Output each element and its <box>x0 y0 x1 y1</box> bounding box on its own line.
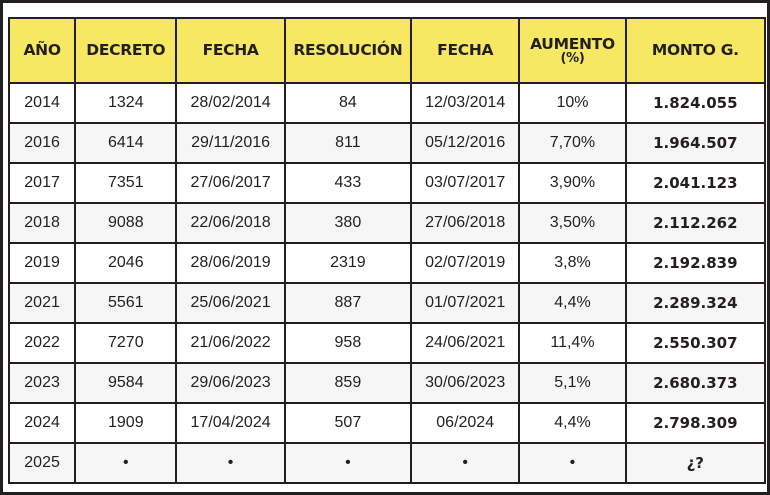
header-anio: AÑO <box>9 18 75 83</box>
cell-monto: 1.964.507 <box>626 123 765 163</box>
cell-decreto: 7270 <box>75 323 176 363</box>
cell-decreto: 1324 <box>75 83 176 123</box>
header-fecha-decreto: FECHA <box>176 18 284 83</box>
cell-anio: 2019 <box>9 243 75 283</box>
cell-fecha-decreto: 17/04/2024 <box>176 403 284 443</box>
cell-monto: 2.041.123 <box>626 163 765 203</box>
header-resolucion: RESOLUCIÓN <box>285 18 411 83</box>
cell-monto: 2.192.839 <box>626 243 765 283</box>
cell-decreto: 1909 <box>75 403 176 443</box>
cell-resolucion: 859 <box>285 363 411 403</box>
cell-fecha-decreto: • <box>176 443 284 483</box>
cell-aumento: 5,1% <box>519 363 625 403</box>
cell-fecha-decreto: 25/06/2021 <box>176 283 284 323</box>
cell-resolucion: 958 <box>285 323 411 363</box>
cell-fecha-resolucion: 02/07/2019 <box>411 243 519 283</box>
cell-fecha-resolucion: 01/07/2021 <box>411 283 519 323</box>
cell-resolucion: 507 <box>285 403 411 443</box>
cell-resolucion: 811 <box>285 123 411 163</box>
table-row <box>9 83 765 123</box>
cell-monto: 2.289.324 <box>626 283 765 323</box>
table-row <box>9 243 765 283</box>
cell-resolucion: 84 <box>285 83 411 123</box>
cell-resolucion: 2319 <box>285 243 411 283</box>
table-sheet <box>3 3 767 492</box>
cell-anio: 2014 <box>9 83 75 123</box>
cell-anio: 2017 <box>9 163 75 203</box>
header-aumento-unit: (%) <box>560 50 585 66</box>
cell-fecha-resolucion: 05/12/2016 <box>411 123 519 163</box>
cell-resolucion: 433 <box>285 163 411 203</box>
salary-table <box>8 17 766 484</box>
cell-anio: 2018 <box>9 203 75 243</box>
header-aumento-label: AUMENTO <box>530 34 615 53</box>
cell-decreto: 7351 <box>75 163 176 203</box>
cell-fecha-decreto: 28/06/2019 <box>176 243 284 283</box>
table-row <box>9 363 765 403</box>
cell-decreto: 2046 <box>75 243 176 283</box>
cell-monto: 1.824.055 <box>626 83 765 123</box>
cell-aumento: 3,50% <box>519 203 625 243</box>
cell-anio: 2021 <box>9 283 75 323</box>
header-aumento <box>519 18 625 83</box>
table-row <box>9 123 765 163</box>
table-row <box>9 203 765 243</box>
cell-fecha-decreto: 29/11/2016 <box>176 123 284 163</box>
cell-decreto: • <box>75 443 176 483</box>
cell-fecha-resolucion: 27/06/2018 <box>411 203 519 243</box>
cell-decreto: 9584 <box>75 363 176 403</box>
cell-aumento: 11,4% <box>519 323 625 363</box>
cell-fecha-decreto: 27/06/2017 <box>176 163 284 203</box>
cell-resolucion: • <box>285 443 411 483</box>
cell-fecha-decreto: 28/02/2014 <box>176 83 284 123</box>
cell-anio: 2025 <box>9 443 75 483</box>
cell-aumento: 7,70% <box>519 123 625 163</box>
cell-aumento: 3,8% <box>519 243 625 283</box>
table-row <box>9 443 765 483</box>
cell-fecha-resolucion: 12/03/2014 <box>411 83 519 123</box>
cell-fecha-resolucion: 24/06/2021 <box>411 323 519 363</box>
cell-monto: 2.550.307 <box>626 323 765 363</box>
cell-monto: 2.112.262 <box>626 203 765 243</box>
table-row <box>9 283 765 323</box>
header-row <box>9 18 765 83</box>
cell-resolucion: 380 <box>285 203 411 243</box>
cell-aumento: 3,90% <box>519 163 625 203</box>
header-decreto: DECRETO <box>75 18 176 83</box>
cell-fecha-resolucion: • <box>411 443 519 483</box>
cell-aumento: 4,4% <box>519 283 625 323</box>
header-fecha-resolucion: FECHA <box>411 18 519 83</box>
cell-fecha-decreto: 22/06/2018 <box>176 203 284 243</box>
cell-aumento: 10% <box>519 83 625 123</box>
cell-aumento: • <box>519 443 625 483</box>
cell-fecha-decreto: 21/06/2022 <box>176 323 284 363</box>
cell-fecha-decreto: 29/06/2023 <box>176 363 284 403</box>
cell-monto: 2.680.373 <box>626 363 765 403</box>
table-row <box>9 403 765 443</box>
cell-anio: 2022 <box>9 323 75 363</box>
cell-fecha-resolucion: 06/2024 <box>411 403 519 443</box>
header-monto: MONTO G. <box>626 18 765 83</box>
table-row <box>9 163 765 203</box>
cell-monto: ¿? <box>626 443 765 483</box>
cell-fecha-resolucion: 30/06/2023 <box>411 363 519 403</box>
cell-fecha-resolucion: 03/07/2017 <box>411 163 519 203</box>
cell-decreto: 6414 <box>75 123 176 163</box>
cell-resolucion: 887 <box>285 283 411 323</box>
cell-monto: 2.798.309 <box>626 403 765 443</box>
cell-anio: 2023 <box>9 363 75 403</box>
cell-decreto: 5561 <box>75 283 176 323</box>
cell-anio: 2024 <box>9 403 75 443</box>
cell-decreto: 9088 <box>75 203 176 243</box>
cell-anio: 2016 <box>9 123 75 163</box>
table-row <box>9 323 765 363</box>
cell-aumento: 4,4% <box>519 403 625 443</box>
